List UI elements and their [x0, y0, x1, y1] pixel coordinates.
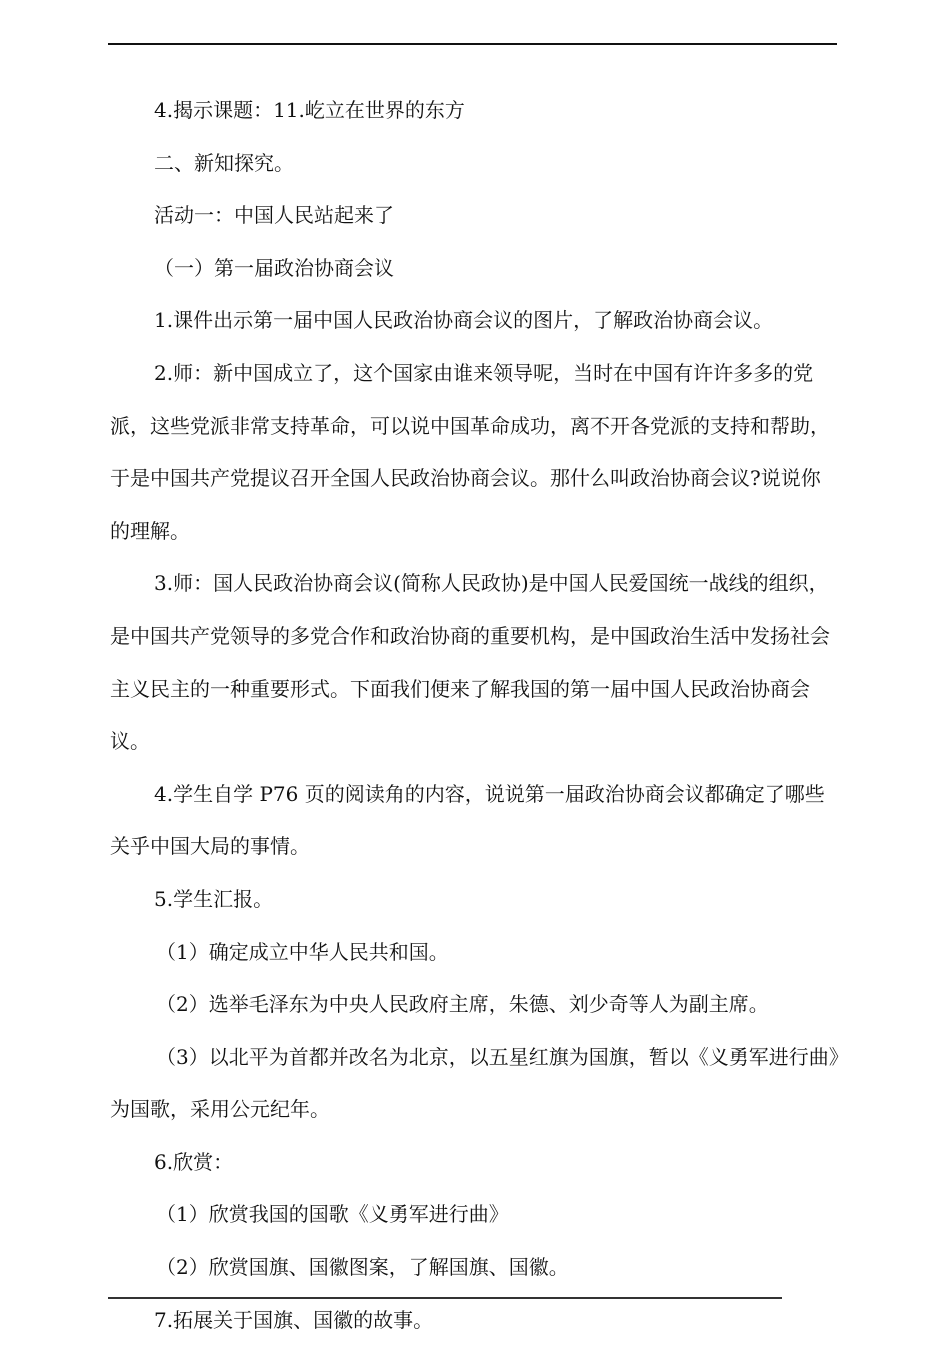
- list-item-report-2: （2）选举毛泽东为中央人民政府主席，朱德、刘少奇等人为副主席。: [156, 992, 769, 1017]
- activity-heading: 活动一：中国人民站起来了: [154, 203, 394, 228]
- paragraph-step-2: 2.师：新中国成立了，这个国家由谁来领导呢，当时在中国有许许多多的党派，这些党派非常支持革命，可以说中国革命成功，离不开各党派的支持和帮助，于是中国共产党提议召开全国人民政治协商会议。那什么叫政治协商会议?说说你的理解。: [110, 360, 830, 543]
- paragraph-lesson-title: 4.揭示课题：11.屹立在世界的东方: [154, 98, 465, 122]
- list-item-appreciate-2: （2）欣赏国旗、国徽图案，了解国旗、国徽。: [156, 1255, 569, 1280]
- section-heading-new-knowledge: 二、新知探究。: [154, 150, 294, 175]
- paragraph-step-1: 1.课件出示第一届中国人民政治协商会议的图片，了解政治协商会议。: [154, 308, 774, 333]
- paragraph-step-7: 7.拓展关于国旗、国徽的故事。: [154, 1307, 434, 1332]
- header-rule: [108, 43, 837, 45]
- list-item-appreciate-1: （1）欣赏我国的国歌《义勇军进行曲》: [156, 1202, 509, 1227]
- list-item-report-1: （1）确定成立中华人民共和国。: [156, 939, 449, 964]
- paragraph-step-4: 4.学生自学 P76 页的阅读角的内容，说说第一届政治协商会议都确定了哪些关乎中国大局的事情。: [110, 781, 825, 859]
- paragraph-step-3: 3.师：国人民政治协商会议(简称人民政协)是中国人民爱国统一战线的组织，是中国共产党领导的多党合作和政治协商的重要机构，是中国政治生活中发扬社会主义民主的一种重要形式。下面我们便来了解我国的第一届中国人民政治协商会议。: [110, 571, 830, 754]
- footer-rule: [108, 1297, 782, 1299]
- subsection-heading: （一）第一届政治协商会议: [154, 255, 394, 280]
- paragraph-step-5: 5.学生汇报。: [154, 886, 274, 911]
- paragraph-step-6: 6.欣赏：: [154, 1149, 234, 1174]
- document-body: [110, 84, 840, 1346]
- list-item-report-3: （3）以北平为首都并改名为北京，以五星红旗为国旗，暂以《义勇军进行曲》为国歌，采用公元纪年。: [110, 1044, 839, 1122]
